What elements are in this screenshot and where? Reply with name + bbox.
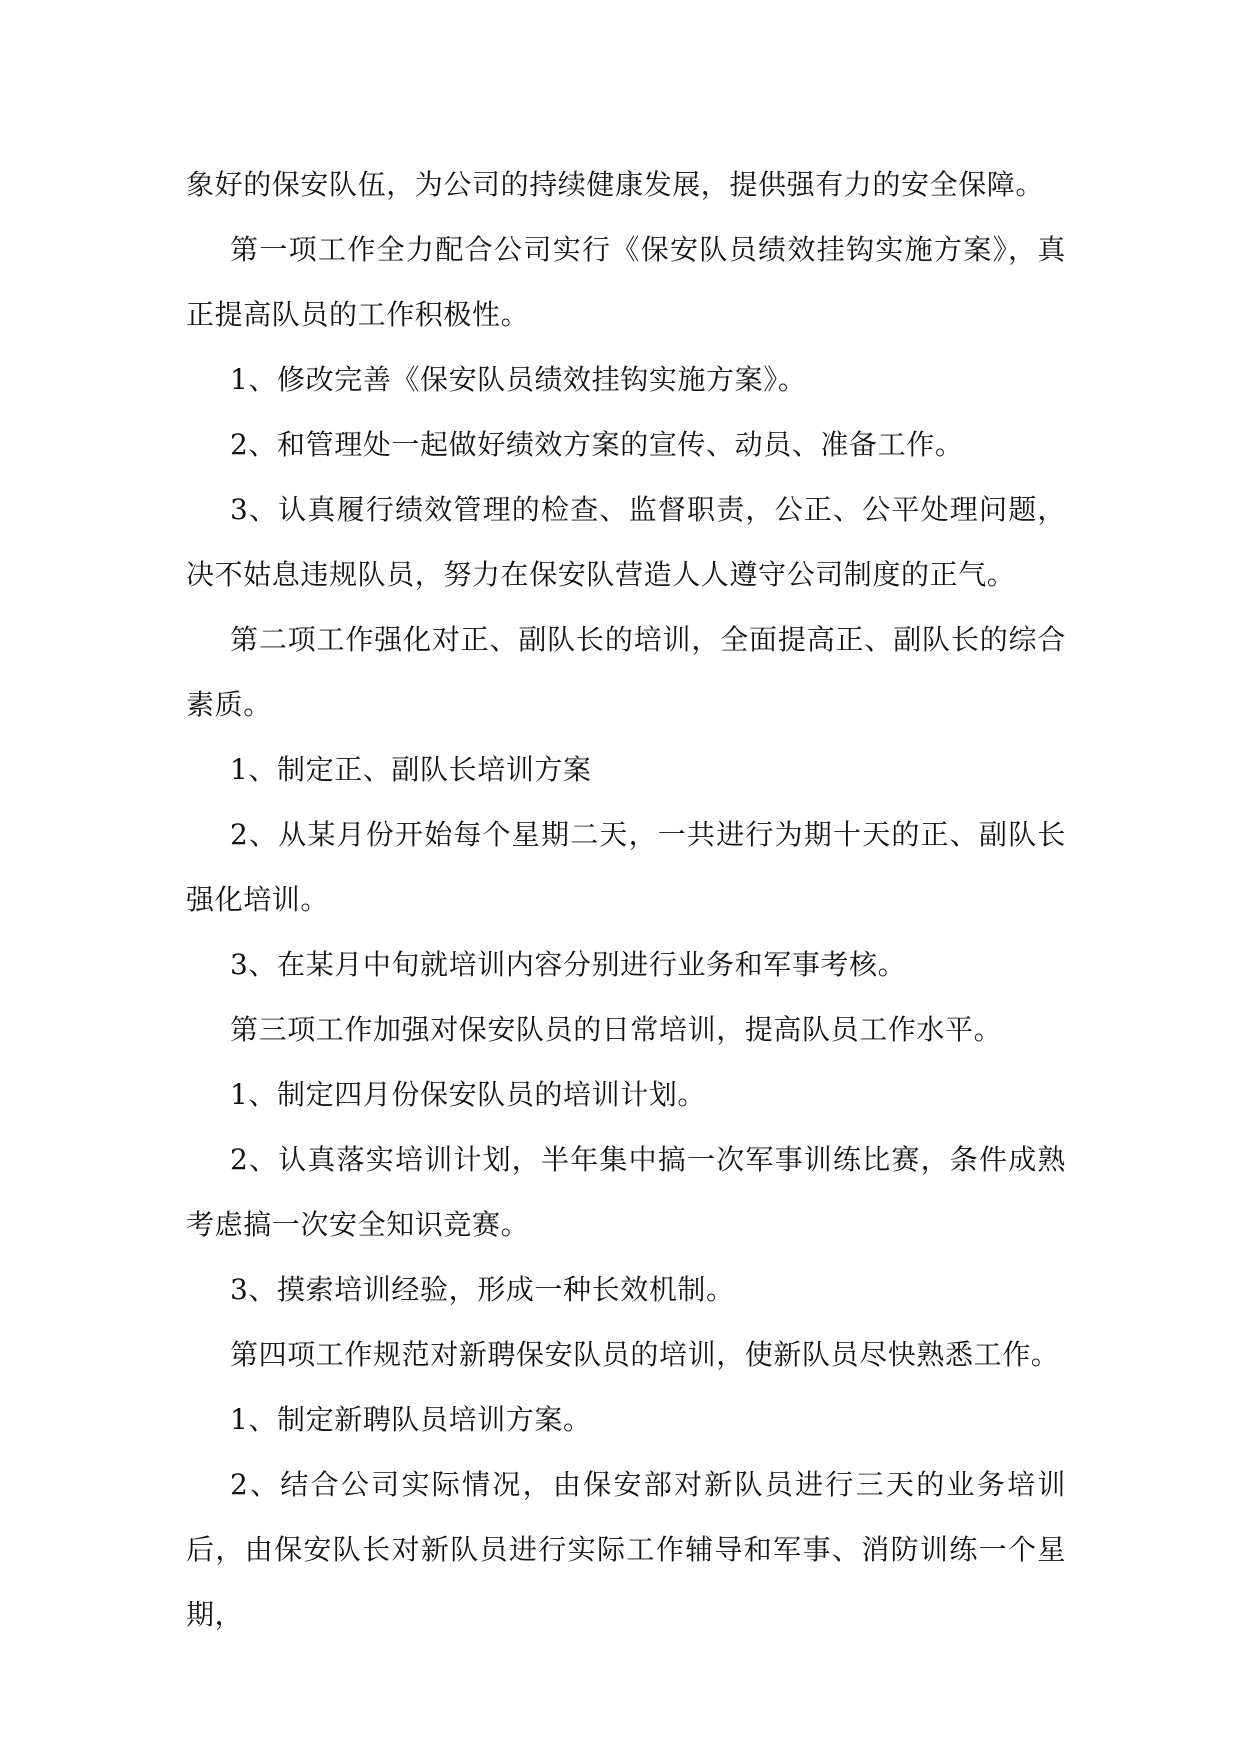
paragraph-continuation: 象好的保安队伍，为公司的持续健康发展，提供强有力的安全保障。 bbox=[186, 168, 1045, 201]
paragraph-item-1-3: 3、认真履行绩效管理的检查、监督职责，公正、公平处理问题，决不姑息违规队员，努力在保安队营造人人遵守公司制度的正气。 bbox=[186, 493, 1066, 591]
paragraph-item-2-1: 1、制定正、副队长培训方案 bbox=[230, 753, 592, 786]
paragraph-item-1-1: 1、修改完善《保安队员绩效挂钩实施方案》。 bbox=[230, 363, 807, 396]
paragraph-item-1-2: 2、和管理处一起做好绩效方案的宣传、动员、准备工作。 bbox=[230, 428, 964, 461]
paragraph-item-2-heading: 第二项工作强化对正、副队长的培训，全面提高正、副队长的综合素质。 bbox=[186, 623, 1066, 721]
paragraph-item-2-2: 2、从某月份开始每个星期二天，一共进行为期十天的正、副队长强化培训。 bbox=[186, 818, 1066, 916]
paragraph-item-3-1: 1、制定四月份保安队员的培训计划。 bbox=[230, 1078, 707, 1111]
document-body bbox=[186, 152, 1066, 1647]
paragraph-item-4-2: 2、结合公司实际情况，由保安部对新队员进行三天的业务培训后，由保安队长对新队员进行实际工作辅导和军事、消防训练一个星期， bbox=[186, 1468, 1066, 1631]
paragraph-item-1-heading: 第一项工作全力配合公司实行《保安队员绩效挂钩实施方案》，真正提高队员的工作积极性。 bbox=[186, 233, 1066, 331]
paragraph-item-3-2: 2、认真落实培训计划，半年集中搞一次军事训练比赛，条件成熟考虑搞一次安全知识竞赛。 bbox=[186, 1143, 1066, 1241]
paragraph-item-3-heading: 第三项工作加强对保安队员的日常培训，提高队员工作水平。 bbox=[230, 1013, 1003, 1046]
paragraph-item-4-1: 1、制定新聘队员培训方案。 bbox=[230, 1403, 592, 1436]
paragraph-item-4-heading: 第四项工作规范对新聘保安队员的培训，使新队员尽快熟悉工作。 bbox=[230, 1338, 1060, 1371]
paragraph-item-3-3: 3、摸索培训经验，形成一种长效机制。 bbox=[230, 1273, 735, 1306]
paragraph-item-2-3: 3、在某月中旬就培训内容分别进行业务和军事考核。 bbox=[230, 948, 907, 981]
